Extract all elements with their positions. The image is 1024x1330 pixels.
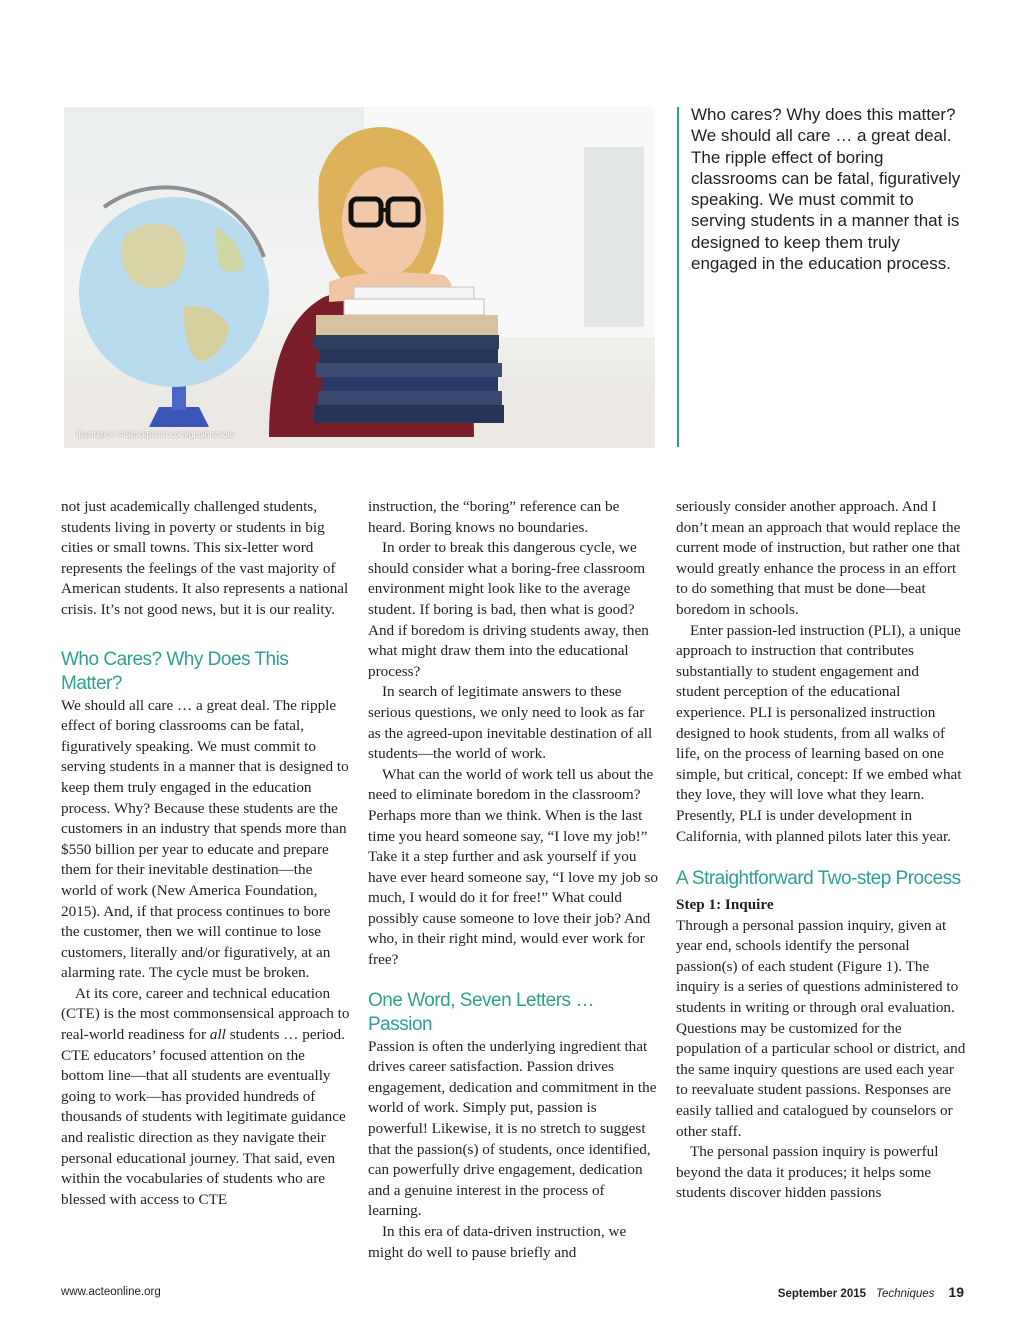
section-heading: One Word, Seven Letters … Passion <box>368 989 594 1035</box>
article-column-3 <box>676 497 966 1204</box>
subsection-heading: Step 1: Inquire <box>676 896 774 914</box>
article-column-1 <box>61 497 351 1210</box>
bored-student-illustration <box>64 107 655 448</box>
footer-url: www.acteonline.org <box>61 1286 161 1298</box>
paragraph: In search of legitimate answers to these serious questions, we only need to look as far as the agreed-upon inevitable destination of all students—the world of work. <box>368 683 653 763</box>
paragraph: In this era of data-driven instruction, we might do well to pause briefly and <box>368 1223 627 1261</box>
section-heading: Who Cares? Why Does This Matter? <box>61 648 289 694</box>
photo-credit: Illustration ©iStockphoto.com/gpointstudio <box>76 429 235 439</box>
footer-date: September 2015 <box>777 1288 867 1300</box>
pullquote-rule <box>677 107 679 447</box>
paragraph: not just academically challenged students, students living in poverty or students in big cities or small towns. This six-letter word represents the feelings of the vast majority of American students. It also represents a national crisis. It’s not good news, but it is our reality. <box>61 498 349 618</box>
paragraph: What can the world of work tell us about the need to eliminate boredom in the classroom? Perhaps more than we think. When is the last time you heard someone say, “I love my job!” Take it a step further and ask yourself if you have ever heard someone say, “I love my job so much, I would do it for free!” What could possibly cause someone to love their job? And who, in their right mind, would ever work for free? <box>368 765 659 969</box>
paragraph: At its core, career and technical education (CTE) is the most commonsensical approach to real-world readiness for all students … period. CTE educators’ focused attention on the bottom line—that all students are eventually going to work—has provided hundreds of thousands of students with legitimate guidance and realistic direction as they navigate their personal educational journey. That said, even within the vocabularies of students who are blessed with access to CTE <box>61 984 350 1208</box>
article-photo <box>64 107 655 448</box>
paragraph: Enter passion-led instruction (PLI), a unique approach to instruction that contributes substantially to student engagement and student perception of the educational experience. PLI is personalized instruction designed to hook students, from all walks of life, on the process of learning based on one simple, but critical, concept: If we embed what they love, they will love what they learn. Presently, PLI is under development in California, with planned pilots later this year. <box>676 621 962 845</box>
paragraph: instruction, the “boring” reference can be heard. Boring knows no boundaries. <box>368 498 620 536</box>
paragraph: In order to break this dangerous cycle, we should consider what a boring-free classroom environment might look like to the average student. If boring is bad, then what is good? And if boredom is driving students away, then what might draw them into the educational process? <box>368 539 649 680</box>
article-column-2 <box>368 497 658 1263</box>
footer-magazine: Techniques <box>876 1288 935 1300</box>
page-number: 19 <box>948 1284 964 1300</box>
section-heading: A Straightforward Two-step Process <box>676 868 961 890</box>
paragraph: The personal passion inquiry is powerful beyond the data it produces; it helps some students discover hidden passions <box>676 1143 939 1202</box>
paragraph: Through a personal passion inquiry, given at year end, schools identify the personal passion(s) of each student (Figure 1). The inquiry is a series of questions administered to students in writing or through oral evaluation. Questions may be customized for the population of a particular school or district, and the same inquiry questions are used each year to reevaluate student passions. Responses are easily tallied and catalogued by counselors or other staff. <box>676 916 966 1140</box>
pull-quote: Who cares? Why does this matter? We should all care … a great deal. The ripple effect of boring classrooms can be fatal, figuratively speaking. We must commit to serving students in a manner that is designed to keep them truly engaged in the education process. <box>691 105 961 274</box>
paragraph: Passion is often the underlying ingredient that drives career satisfaction. Passion drives engagement, dedication and commitment in the world of work. Simply put, passion is powerful! Likewise, it is no stretch to suggest that the passion(s) of students, once identified, can powerfully drive engagement, dedication and a genuine interest in the process of learning. <box>368 1037 657 1220</box>
paragraph: We should all care … a great deal. The ripple effect of boring classrooms can be fatal, figuratively speaking. We must commit to serving students in a manner that is designed to keep them truly engaged in the education process. Why? Because these students are the customers in an industry that spends more than $550 billion per year to educate and prepare them for their inevitable destination—the world of work (New America Foundation, 2015). And, if that process continues to bore the customer, then we will continue to lose customers, literally and/or figuratively, at an alarming rate. The cycle must be broken. <box>61 696 349 982</box>
footer-issue <box>778 1284 964 1300</box>
paragraph: seriously consider another approach. And I don’t mean an approach that would replace the current mode of instruction, but rather one that would greatly enhance the process in an effort to do something that must be done—beat boredom in schools. <box>676 498 961 618</box>
